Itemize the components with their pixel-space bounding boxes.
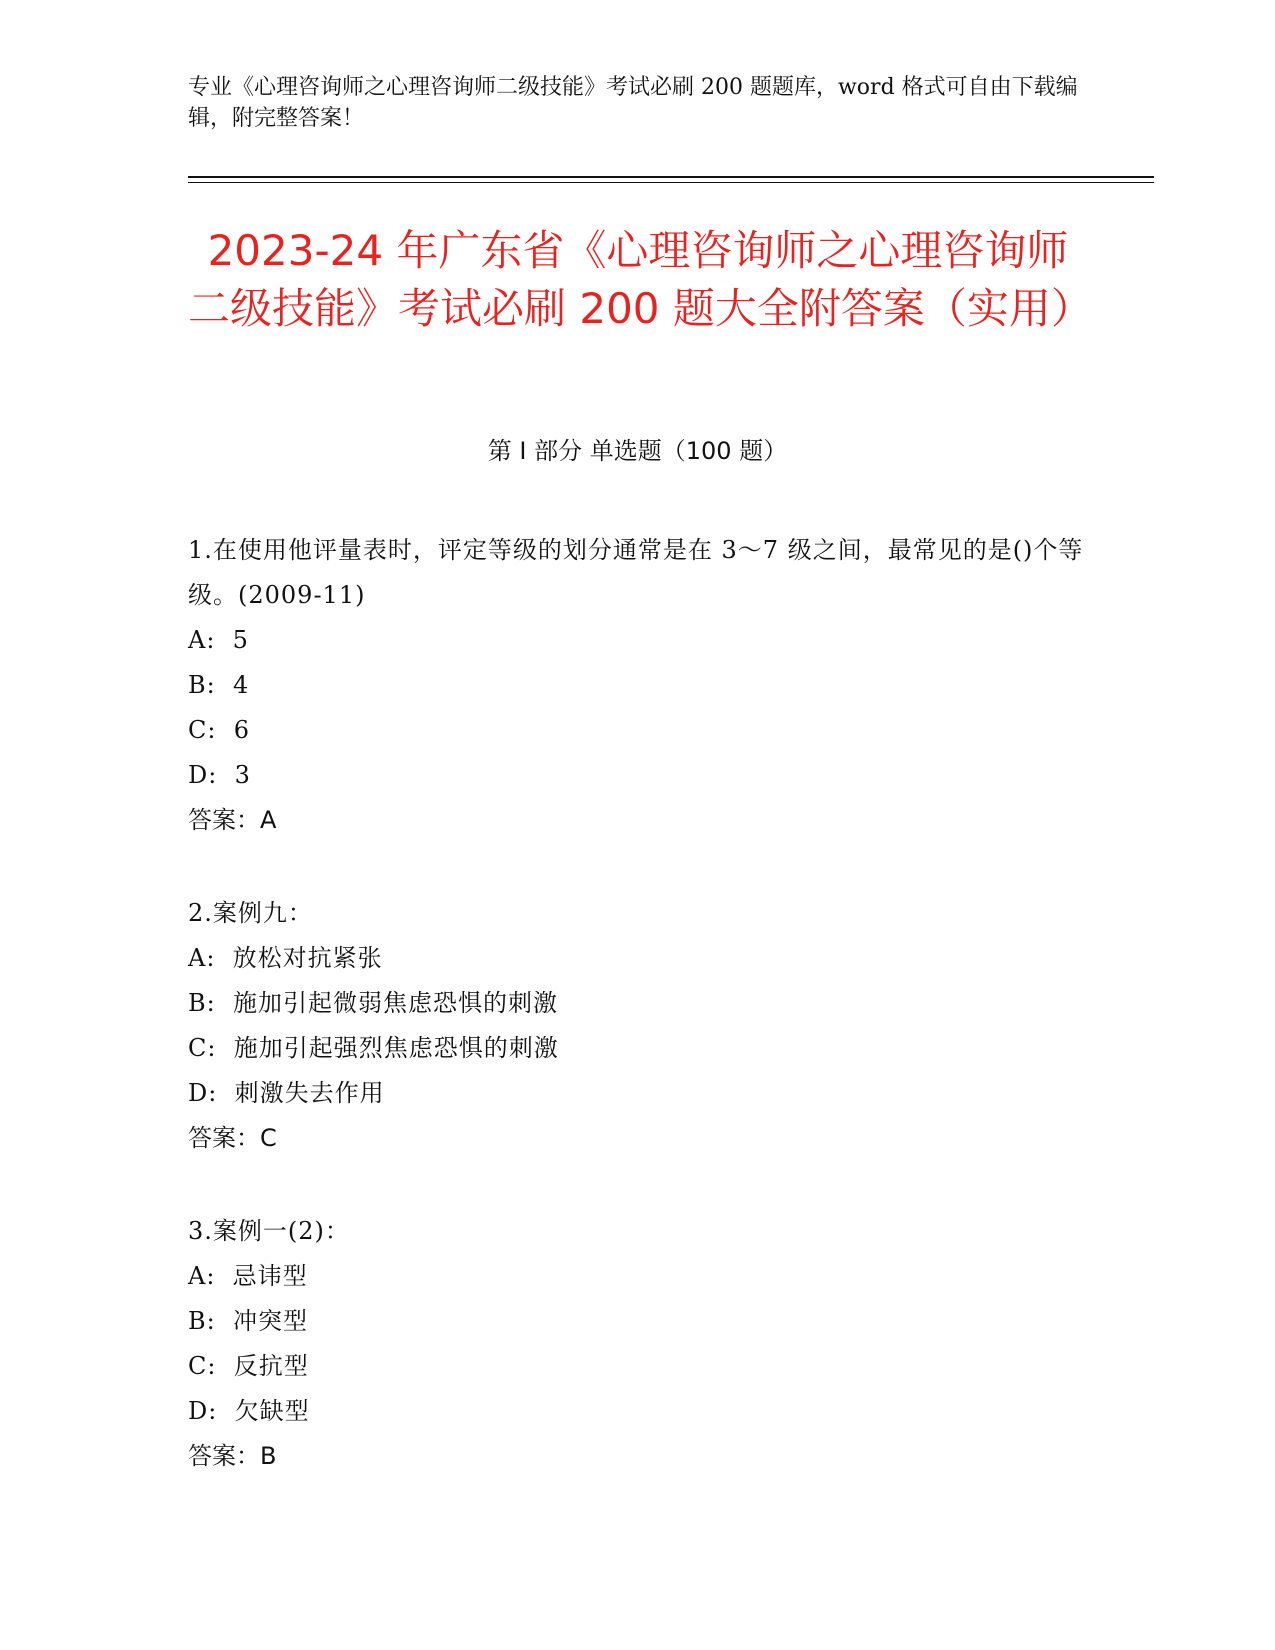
- question-stem: 2.案例九：: [188, 899, 313, 927]
- option-a: A: 忌讳型: [188, 1262, 308, 1290]
- question-stem: 3.案例一(2)：: [188, 1217, 350, 1245]
- answer-line: 答案：B: [188, 1442, 277, 1470]
- answer-line: 答案：A: [188, 806, 277, 834]
- option-d: D: 欠缺型: [188, 1397, 310, 1425]
- option-d: D: 刺激失去作用: [188, 1079, 385, 1107]
- option-c: C: 6: [188, 716, 250, 744]
- option-b: B: 施加引起微弱焦虑恐惧的刺激: [188, 989, 558, 1017]
- answer-line: 答案：C: [188, 1124, 277, 1152]
- section-title: 第 I 部分 单选题（100 题）: [487, 437, 788, 465]
- question-2: [188, 891, 1088, 1161]
- option-a: A: 放松对抗紧张: [188, 944, 383, 972]
- question-stem: 1.在使用他评量表时，评定等级的划分通常是在 3～7 级之间，最常见的是()个等级。(2009-11): [188, 536, 1084, 609]
- option-a: A: 5: [188, 626, 249, 654]
- header-divider-thick: [188, 176, 1154, 178]
- option-d: D: 3: [188, 761, 251, 789]
- option-c: C: 反抗型: [188, 1352, 309, 1380]
- option-b: B: 4: [188, 671, 250, 699]
- question-list: [188, 528, 1088, 1527]
- option-c: C: 施加引起强烈焦虑恐惧的刺激: [188, 1034, 559, 1062]
- header-divider-thin: [188, 182, 1154, 183]
- header-note: 专业《心理咨询师之心理咨询师二级技能》考试必刷 200 题题库，word 格式可自由下载编辑，附完整答案！: [188, 75, 1078, 131]
- question-3: [188, 1209, 1088, 1479]
- question-1: [188, 528, 1088, 843]
- option-b: B: 冲突型: [188, 1307, 308, 1335]
- document-title: 2023-24 年广东省《心理咨询师之心理咨询师二级技能》考试必刷 200 题大全附答案（实用）: [188, 226, 1093, 333]
